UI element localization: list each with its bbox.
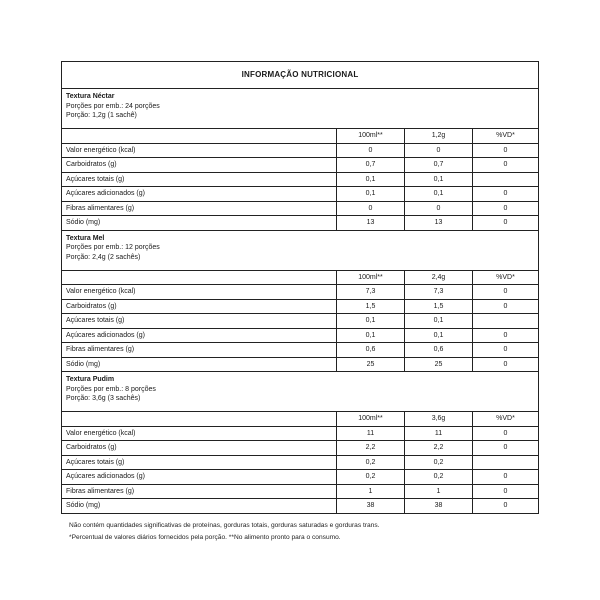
nutrient-value: 0 [405, 202, 473, 216]
nutrient-name: Carboidratos (g) [62, 300, 337, 314]
column-header: 1,2g [405, 129, 473, 143]
column-header [62, 271, 337, 285]
nutrient-value: 0,6 [337, 343, 405, 357]
table-row [62, 484, 538, 499]
column-header [62, 412, 337, 426]
section-header [62, 231, 538, 270]
nutrient-value: 1 [405, 485, 473, 499]
footnotes [69, 520, 539, 544]
column-header: 100ml** [337, 412, 405, 426]
nutrient-value: 11 [337, 427, 405, 441]
nutrient-value: 0 [503, 302, 508, 310]
table-row [62, 284, 538, 299]
nutrient-name: Carboidratos (g) [62, 158, 337, 172]
nutrition-section [62, 231, 538, 373]
nutrient-value: 2,2 [337, 441, 405, 455]
nutrient-value [473, 456, 538, 470]
nutrient-value: 25 [405, 358, 473, 372]
nutrient-value: 0 [405, 144, 473, 158]
table-row [62, 313, 538, 328]
table-row [62, 498, 538, 513]
section-header [62, 372, 538, 411]
nutrient-value: 0 [337, 202, 405, 216]
section-servings: Porções por emb.: 24 porções [66, 102, 160, 110]
nutrient-value: 0 [503, 502, 508, 509]
nutrient-value: 0 [503, 473, 508, 480]
nutrient-value: 0 [503, 346, 508, 353]
column-header [62, 129, 337, 143]
nutrient-value: 0 [503, 288, 508, 295]
nutrient-value: 0,1 [405, 314, 473, 328]
footnote-2: *Percentual de valores diários fornecidos pela porção. **No alimento pronto para o consumo. [69, 534, 341, 541]
table-row [62, 426, 538, 441]
table-row [62, 143, 538, 158]
nutrition-label [61, 61, 539, 514]
nutrient-value: 2,2 [405, 441, 473, 455]
column-header: %VD* [496, 273, 515, 281]
nutrient-name: Açúcares totais (g) [62, 456, 337, 470]
nutrient-value: 0 [503, 204, 508, 212]
nutrient-name: Sódio (mg) [62, 358, 337, 372]
table-row [62, 357, 538, 372]
table-row [62, 172, 538, 187]
nutrient-value [473, 173, 538, 187]
nutrient-name: Sódio (mg) [62, 216, 337, 230]
nutrient-value: 7,3 [337, 285, 405, 299]
nutrient-name: Açúcares adicionados (g) [62, 470, 337, 484]
nutrient-value: 0 [503, 190, 508, 197]
nutrient-value: 13 [337, 216, 405, 230]
nutrient-value: 0 [503, 331, 508, 339]
section-name: Textura Mel [66, 234, 105, 242]
nutrient-value: 0,2 [337, 456, 405, 470]
table-row [62, 215, 538, 230]
nutrient-name: Açúcares totais (g) [62, 173, 337, 187]
nutrient-name: Valor energético (kcal) [62, 144, 337, 158]
nutrient-value: 13 [405, 216, 473, 230]
nutrient-value: 1 [337, 485, 405, 499]
nutrient-name: Sódio (mg) [62, 499, 337, 513]
nutrient-value: 0,1 [337, 173, 405, 187]
nutrient-name: Fibras alimentares (g) [62, 343, 337, 357]
nutrient-value: 38 [337, 499, 405, 513]
column-header: 2,4g [405, 271, 473, 285]
nutrient-value: 0,1 [405, 187, 473, 201]
column-header: %VD* [496, 132, 515, 139]
table-row [62, 440, 538, 455]
nutrient-name: Valor energético (kcal) [62, 427, 337, 441]
nutrient-value: 0,2 [337, 470, 405, 484]
section-portion: Porção: 2,4g (2 sachês) [66, 253, 141, 261]
nutrition-section [62, 372, 538, 513]
table-row [62, 157, 538, 172]
nutrient-value: 0 [503, 429, 508, 437]
nutrient-value: 0,7 [405, 158, 473, 172]
label-title: INFORMAÇÃO NUTRICIONAL [62, 62, 538, 89]
nutrient-name: Açúcares adicionados (g) [62, 329, 337, 343]
nutrient-value: 0 [503, 146, 508, 154]
table-row [62, 186, 538, 201]
nutrient-value: 0,1 [337, 187, 405, 201]
section-portion: Porção: 3,6g (3 sachês) [66, 395, 141, 402]
section-name: Textura Pudim [66, 376, 115, 383]
section-portion: Porção: 1,2g (1 sachê) [66, 112, 137, 119]
column-header-row [62, 411, 538, 426]
nutrient-value: 38 [405, 499, 473, 513]
table-row [62, 469, 538, 484]
section-servings: Porções por emb.: 12 porções [66, 244, 160, 251]
column-header-row [62, 128, 538, 143]
nutrient-name: Fibras alimentares (g) [62, 202, 337, 216]
column-header: 100ml** [337, 271, 405, 285]
nutrient-value: 1,5 [337, 300, 405, 314]
column-header: 3,6g [405, 412, 473, 426]
nutrient-value: 0 [503, 444, 508, 451]
nutrient-value: 7,3 [405, 285, 473, 299]
nutrient-value [473, 314, 538, 328]
table-row [62, 201, 538, 216]
nutrient-value: 0 [503, 219, 508, 226]
nutrient-value: 0,2 [405, 456, 473, 470]
column-header-row [62, 270, 538, 285]
nutrient-value: 0 [503, 487, 508, 495]
nutrient-value: 0,1 [337, 329, 405, 343]
section-servings: Porções por emb.: 8 porções [66, 385, 156, 393]
nutrient-value: 0,2 [405, 470, 473, 484]
nutrient-name: Carboidratos (g) [62, 441, 337, 455]
table-row [62, 328, 538, 343]
table-row [62, 455, 538, 470]
nutrient-value: 11 [405, 427, 473, 441]
nutrient-name: Açúcares adicionados (g) [62, 187, 337, 201]
section-name: Textura Néctar [66, 93, 115, 100]
nutrient-value: 0 [503, 360, 508, 368]
nutrient-value: 0,1 [405, 329, 473, 343]
nutrient-value: 0 [337, 144, 405, 158]
nutrient-value: 0,1 [337, 314, 405, 328]
table-row [62, 299, 538, 314]
nutrient-name: Valor energético (kcal) [62, 285, 337, 299]
footnote-1: Não contém quantidades significativas de proteínas, gorduras totais, gorduras saturadas e gorduras trans. [69, 522, 380, 529]
nutrition-section [62, 89, 538, 231]
sections-container [62, 89, 538, 513]
nutrient-name: Fibras alimentares (g) [62, 485, 337, 499]
nutrient-value: 0 [503, 161, 508, 168]
table-row [62, 342, 538, 357]
nutrient-value: 0,1 [405, 173, 473, 187]
nutrient-name: Açúcares totais (g) [62, 314, 337, 328]
nutrient-value: 25 [337, 358, 405, 372]
column-header: %VD* [496, 415, 515, 422]
nutrient-value: 0,6 [405, 343, 473, 357]
nutrient-value: 0,7 [337, 158, 405, 172]
nutrient-value: 1,5 [405, 300, 473, 314]
column-header: 100ml** [337, 129, 405, 143]
section-header [62, 89, 538, 128]
